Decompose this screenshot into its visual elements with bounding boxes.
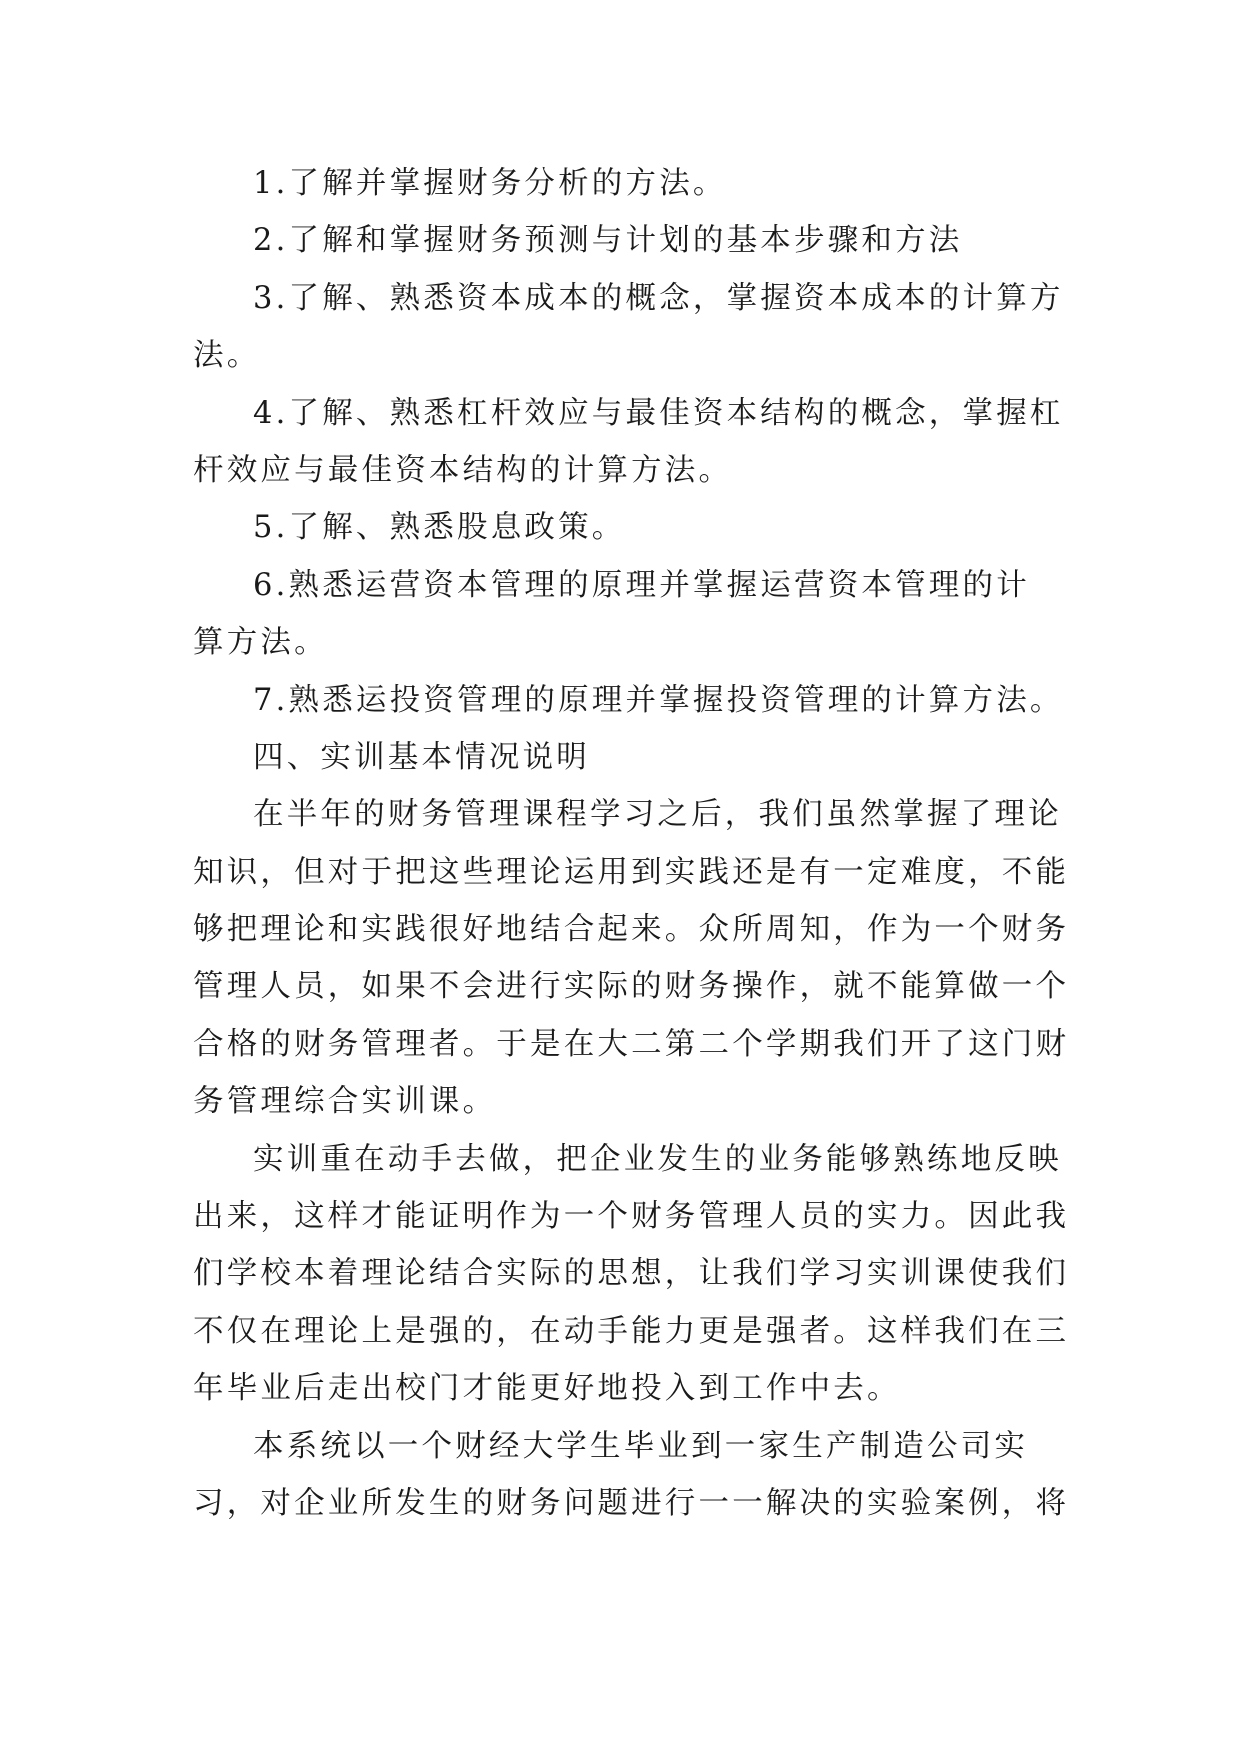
text-line: 1.了解并掌握财务分析的方法。 (253, 166, 727, 201)
text-line: 合格的财务管理者。于是在大二第二个学期我们开了这门财 (193, 1026, 1070, 1062)
text-line: 知识，但对于把这些理论运用到实践还是有一定难度，不能 (193, 854, 1070, 890)
text-line: 4.了解、熟悉杠杆效应与最佳资本结构的概念，掌握杠 (253, 395, 1064, 431)
section-heading: 四、实训基本情况说明 (253, 739, 590, 775)
text-line: 杆效应与最佳资本结构的计算方法。 (193, 452, 733, 488)
text-line: 管理人员，如果不会进行实际的财务操作，就不能算做一个 (193, 969, 1070, 1005)
text-line: 够把理论和实践很好地结合起来。众所周知，作为一个财务 (193, 912, 1070, 948)
text-line: 5.了解、熟悉股息政策。 (253, 510, 626, 546)
text-line: 年毕业后走出校门才能更好地投入到工作中去。 (193, 1371, 901, 1407)
text-line: 实训重在动手去做，把企业发生的业务能够熟练地反映 (253, 1141, 1062, 1177)
text-line: 3.了解、熟悉资本成本的概念，掌握资本成本的计算方 (253, 280, 1064, 316)
text-line: 在半年的财务管理课程学习之后，我们虽然掌握了理论 (253, 797, 1062, 833)
text-line: 习，对企业所发生的财务问题进行一一解决的实验案例，将 (193, 1485, 1070, 1521)
text-line: 法。 (193, 338, 261, 374)
text-line: 们学校本着理论结合实际的思想，让我们学习实训课使我们 (193, 1256, 1070, 1292)
text-line: 本系统以一个财经大学生毕业到一家生产制造公司实 (253, 1428, 1029, 1464)
text-line: 务管理综合实训课。 (193, 1084, 497, 1120)
text-line: 算方法。 (193, 625, 328, 661)
text-line: 7.熟悉运投资管理的原理并掌握投资管理的计算方法。 (253, 682, 1064, 718)
text-line: 2.了解和掌握财务预测与计划的基本步骤和方法 (253, 223, 963, 259)
document-body (193, 155, 1073, 1532)
text-line: 出来，这样才能证明作为一个财务管理人员的实力。因此我 (193, 1199, 1070, 1235)
text-line: 6.熟悉运营资本管理的原理并掌握运营资本管理的计 (253, 567, 1030, 603)
text-line: 不仅在理论上是强的，在动手能力更是强者。这样我们在三 (193, 1313, 1070, 1349)
